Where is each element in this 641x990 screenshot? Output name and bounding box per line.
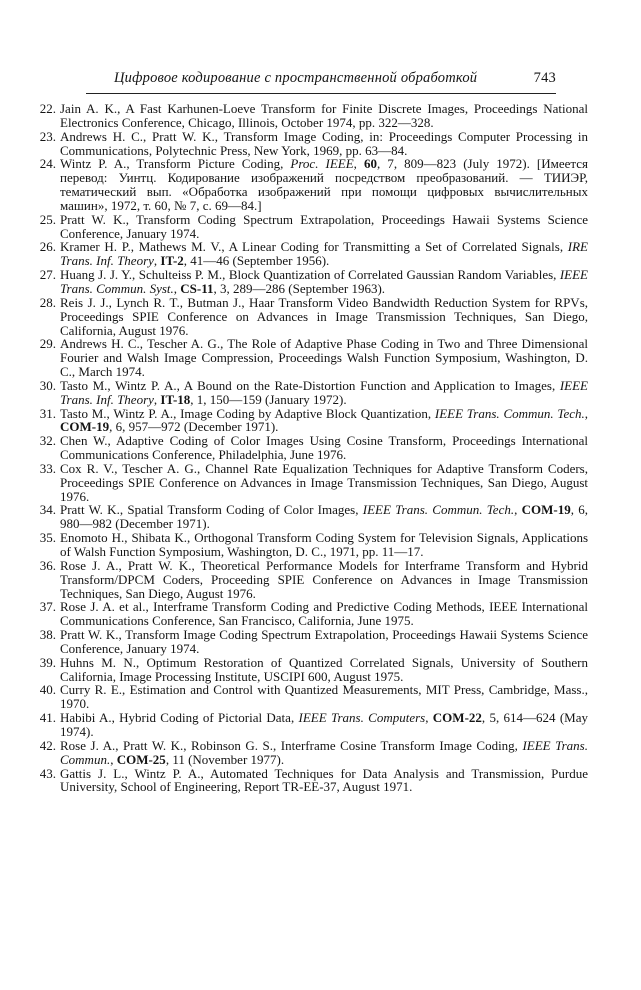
reference-number: 42. — [39, 737, 56, 753]
reference-item — [28, 337, 588, 379]
reference-segment: Enomoto H., Shibata K., Orthogonal Transform Coding System for Television Signals, Applications of Walsh Function Symposium, Washington, D. C., 1971, pp. 11—17. — [60, 530, 588, 559]
reference-text — [60, 503, 588, 531]
reference-segment: , 7, 809—823 (July 1972). [Имеется перевод: Уинтц. Кодирование изображений посредством преобразований. — ТИИЭР, тематический вып. «Обработка изображений при помощи цифровых вычислительных машин», 1972, т. 60, № 7, с. 69—84.] — [60, 156, 588, 213]
reference-number: 26. — [39, 239, 56, 255]
reference-text — [60, 656, 588, 684]
reference-item — [28, 379, 588, 407]
volume-number: 60 — [364, 156, 377, 172]
reference-segment: , — [173, 280, 181, 296]
reference-number: 34. — [39, 502, 56, 518]
volume-number: IT-2 — [160, 253, 184, 269]
reference-number: 27. — [39, 267, 56, 283]
volume-number: IT-18 — [160, 391, 191, 407]
reference-segment: , — [110, 751, 117, 767]
reference-item — [28, 296, 588, 338]
reference-text — [60, 407, 588, 435]
reference-number: 23. — [39, 128, 56, 144]
reference-text — [60, 711, 588, 739]
reference-segment: , 5, 614—624 (May 1974). — [60, 710, 588, 739]
reference-text — [60, 559, 588, 601]
reference-number: 33. — [39, 460, 56, 476]
reference-segment: , — [425, 710, 433, 726]
reference-segment: Rose J. A., Pratt W. K., Theoretical Performance Models for Interframe Transform and Hybrid Transform/DPCM Coders, Proceeding SPIE Conference on Advances in Image Transmission Techniques, San Diego, August 1976. — [60, 557, 588, 601]
journal-title: IEEE Trans. Inf. Theory — [60, 377, 588, 407]
reference-item — [28, 767, 588, 795]
running-head — [86, 70, 556, 90]
reference-text — [60, 434, 588, 462]
journal-title: IRE Trans. Inf. Theory — [60, 239, 588, 269]
running-title: Цифровое кодирование с пространственной обработкой — [114, 70, 478, 86]
volume-number: COM-22 — [432, 710, 482, 726]
reference-item — [28, 268, 588, 296]
reference-item — [28, 656, 588, 684]
reference-segment: , — [153, 391, 161, 407]
reference-segment: Rose J. A., Pratt W. K., Robinson G. S., Interframe Cosine Transform Image Coding, — [60, 737, 523, 753]
reference-item — [28, 407, 588, 435]
reference-text — [60, 130, 588, 158]
reference-number: 37. — [39, 599, 56, 615]
reference-text — [60, 268, 588, 296]
reference-number: 32. — [39, 433, 56, 449]
reference-item — [28, 213, 588, 241]
reference-segment: , — [353, 156, 364, 172]
reference-segment: , 6, 980—982 (December 1971). — [60, 502, 589, 532]
reference-item — [28, 531, 588, 559]
reference-item — [28, 683, 588, 711]
reference-list — [28, 102, 588, 794]
reference-text — [60, 157, 588, 212]
reference-text — [60, 462, 588, 504]
reference-segment: , — [514, 502, 522, 518]
journal-title: IEEE Trans. Commun. — [60, 737, 588, 767]
reference-item — [28, 157, 588, 212]
reference-number: 31. — [39, 405, 56, 421]
reference-segment: Pratt W. K., Transform Image Coding Spectrum Extrapolation, Proceedings Hawaii Systems Science Conference, January 1974. — [60, 627, 588, 656]
reference-segment: Curry R. E., Estimation and Control with Quantized Measurements, MIT Press, Cambridge, Mass., 1970. — [60, 682, 588, 712]
journal-title: IEEE Trans. Commun. Tech. — [434, 405, 585, 421]
reference-number: 35. — [39, 530, 56, 546]
reference-text — [60, 213, 588, 241]
reference-item — [28, 434, 588, 462]
reference-text — [60, 379, 588, 407]
reference-segment: Rose J. A. et al., Interframe Transform Coding and Predictive Coding Methods, IEEE International Communications Conference, San Francisco, California, June 1975. — [60, 599, 588, 629]
reference-text — [60, 683, 588, 711]
reference-segment: Pratt W. K., Transform Coding Spectrum Extrapolation, Proceedings Hawaii Systems Science Conference, January 1974. — [60, 211, 588, 241]
reference-segment: Andrews H. C., Pratt W. K., Transform Image Coding, in: Proceedings Computer Processing in Communications, Polytechnic Press, New York, 1969, pp. 63—84. — [60, 128, 588, 158]
reference-text — [60, 600, 588, 628]
reference-segment: Tasto M., Wintz P. A., A Bound on the Rate-Distortion Function and Application to Images, — [60, 377, 560, 393]
reference-segment: Chen W., Adaptive Coding of Color Images Using Cosine Transform, Proceedings International Communications Conference, Philadelphia, June 1976. — [60, 433, 588, 463]
reference-number: 22. — [39, 101, 56, 116]
reference-number: 43. — [39, 765, 56, 781]
reference-number: 25. — [39, 211, 56, 227]
journal-title: IEEE Trans. Commun. Tech. — [362, 502, 515, 518]
reference-item — [28, 739, 588, 767]
reference-segment: Pratt W. K., Spatial Transform Coding of Color Images, — [60, 502, 363, 518]
reference-number: 40. — [39, 682, 56, 698]
reference-item — [28, 503, 588, 531]
volume-number: CS-11 — [180, 280, 214, 296]
reference-number: 30. — [39, 377, 56, 393]
reference-item — [28, 600, 588, 628]
reference-segment: Wintz P. A., Transform Picture Coding, — [60, 156, 291, 172]
reference-text — [60, 628, 588, 656]
reference-number: 24. — [39, 156, 56, 172]
reference-item — [28, 102, 588, 130]
reference-text — [60, 240, 588, 268]
reference-segment: , 11 (November 1977). — [165, 751, 285, 767]
reference-text — [60, 337, 588, 379]
reference-number: 29. — [39, 336, 56, 352]
volume-number: COM-25 — [116, 751, 166, 767]
reference-segment: Kramer H. P., Mathews M. V., A Linear Coding for Transmitting a Set of Correlated Signals, — [60, 239, 568, 255]
volume-number: COM-19 — [60, 419, 110, 435]
reference-item — [28, 628, 588, 656]
reference-segment: , — [153, 253, 161, 269]
journal-title: Proc. IEEE — [290, 156, 354, 172]
reference-text — [60, 102, 588, 130]
reference-segment: Huang J. J. Y., Schulteiss P. M., Block Quantization of Correlated Gaussian Random Variables, — [60, 267, 560, 283]
reference-segment: Tasto M., Wintz P. A., Image Coding by Adaptive Block Quantization, — [60, 405, 435, 421]
reference-segment: Huhns M. N., Optimum Restoration of Quantized Correlated Signals, University of Southern California, Image Processing Institute, USCIPI 600, August 1975. — [60, 654, 588, 684]
reference-text — [60, 531, 588, 559]
reference-text — [60, 739, 588, 767]
reference-item — [28, 240, 588, 268]
reference-segment: Gattis J. L., Wintz P. A., Automated Techniques for Data Analysis and Transmission, Purdue University, School of Engineering, Report TR-EE-37, August 1971. — [60, 765, 588, 795]
reference-segment: Habibi A., Hybrid Coding of Pictorial Data, — [60, 710, 299, 726]
reference-segment: Cox R. V., Tescher A. G., Channel Rate Equalization Techniques for Adaptive Transform Coders, Proceedings SPIE Conference on Advances in Image Transmission Techniques, San Diego, August 1976. — [60, 460, 588, 504]
reference-segment: Andrews H. C., Tescher A. G., The Role of Adaptive Phase Coding in Two and Three Dimensional Fourier and Walsh Image Compression, Proceedings Walsh Function Symposium, Washington, D. C., March 1974. — [60, 336, 588, 380]
reference-item — [28, 462, 588, 504]
reference-item — [28, 130, 588, 158]
volume-number: COM-19 — [521, 502, 571, 518]
reference-segment: Jain A. K., A Fast Karhunen-Loeve Transform for Finite Discrete Images, Proceedings National Electronics Conference, Chicago, Illinois, October 1974, pp. 322—328. — [60, 101, 588, 130]
reference-number: 38. — [39, 627, 56, 643]
reference-segment: , 1, 150—159 (January 1972). — [190, 391, 347, 407]
reference-segment: , — [584, 405, 588, 421]
journal-title: IEEE Trans. Computers — [298, 710, 426, 726]
reference-segment: , 3, 289—286 (September 1963). — [213, 280, 386, 296]
page-number: 743 — [533, 70, 556, 86]
reference-text — [60, 767, 588, 795]
reference-number: 39. — [39, 654, 56, 670]
reference-number: 28. — [39, 294, 56, 310]
reference-item — [28, 559, 588, 601]
reference-segment: , 41—46 (September 1956). — [183, 253, 330, 269]
reference-segment: Reis J. J., Lynch R. T., Butman J., Haar Transform Video Bandwidth Reduction System for RPVs, Proceedings SPIE Conference on Advances in Image Transmission Techniques, San Diego, California, August 1976. — [60, 294, 588, 338]
reference-text — [60, 296, 588, 338]
reference-segment: , 6, 957—972 (December 1971). — [109, 419, 279, 435]
reference-item — [28, 711, 588, 739]
journal-title: IEEE Trans. Commun. Syst. — [60, 267, 588, 296]
reference-number: 41. — [39, 710, 56, 726]
header-rule — [86, 93, 556, 94]
reference-number: 36. — [39, 557, 56, 573]
